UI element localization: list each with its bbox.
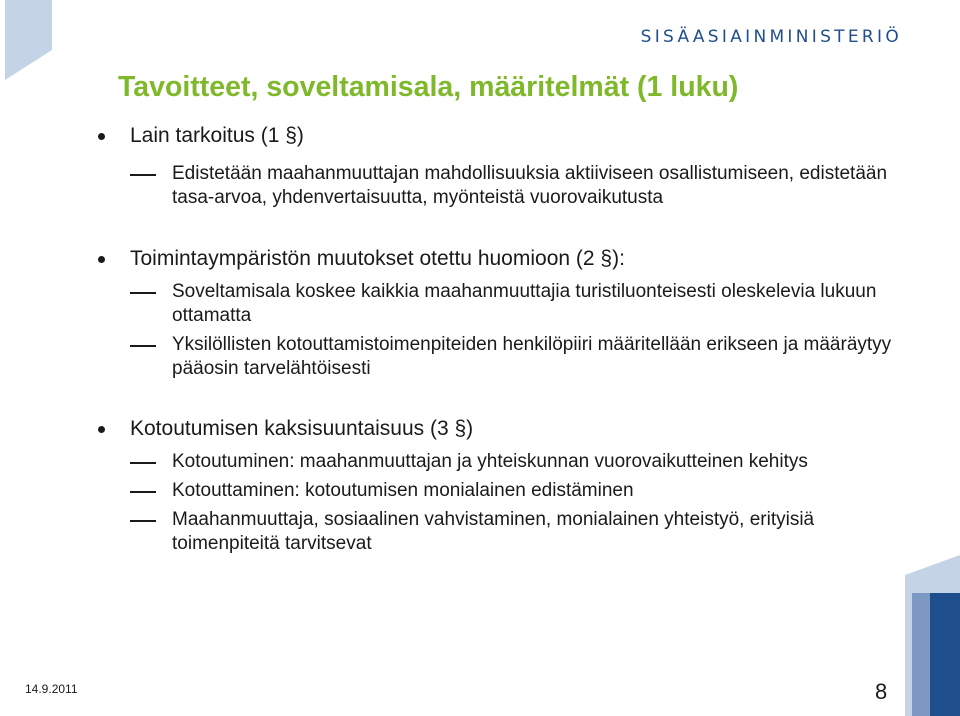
slide-title: Tavoitteet, soveltamisala, määritelmät (1 luku) bbox=[118, 71, 739, 103]
slide-content bbox=[96, 122, 916, 556]
sub-bullet: Yksilöllisten kotouttamistoimenpiteiden henkilöpiiri määritellään erikseen ja määräytyy pääosin tarvelähtöisesti bbox=[96, 333, 916, 381]
corner-decoration bbox=[0, 0, 60, 90]
bar-dark bbox=[930, 593, 960, 716]
sub-bullet: Kotouttaminen: kotoutumisen monialainen edistäminen bbox=[96, 479, 916, 503]
page-number: 8 bbox=[875, 679, 888, 704]
bar-mid bbox=[912, 593, 930, 716]
sub-bullet: Maahanmuuttaja, sosiaalinen vahvistaminen, monialainen yhteistyö, erityisiä toimenpiteitä tarvitsevat bbox=[96, 508, 916, 556]
sub-bullet: Kotoutuminen: maahanmuuttajan ja yhteiskunnan vuorovaikutteinen kehitys bbox=[96, 450, 916, 474]
bullet-environment: Toimintaympäristön muutokset otettu huomioon (2 §): bbox=[96, 245, 916, 273]
bullet-purpose: Lain tarkoitus (1 §) bbox=[96, 122, 916, 150]
bullet-integration: Kotoutumisen kaksisuuntaisuus (3 §) bbox=[96, 415, 916, 443]
sub-bullet: Soveltamisala koskee kaikkia maahanmuuttajia turistiluonteisesti oleskelevia lukuun ottamatta bbox=[96, 280, 916, 328]
bar-light bbox=[905, 555, 960, 716]
footer-date: 14.9.2011 bbox=[25, 682, 78, 696]
sub-bullet: Edistetään maahanmuuttajan mahdollisuuksia aktiiviseen osallistumiseen, edistetään tasa-arvoa, yhdenvertaisuutta, myönteistä vuorovaikutusta bbox=[96, 162, 916, 210]
ministry-logo-text: SISÄASIAINMINISTERIÖ bbox=[640, 27, 902, 47]
